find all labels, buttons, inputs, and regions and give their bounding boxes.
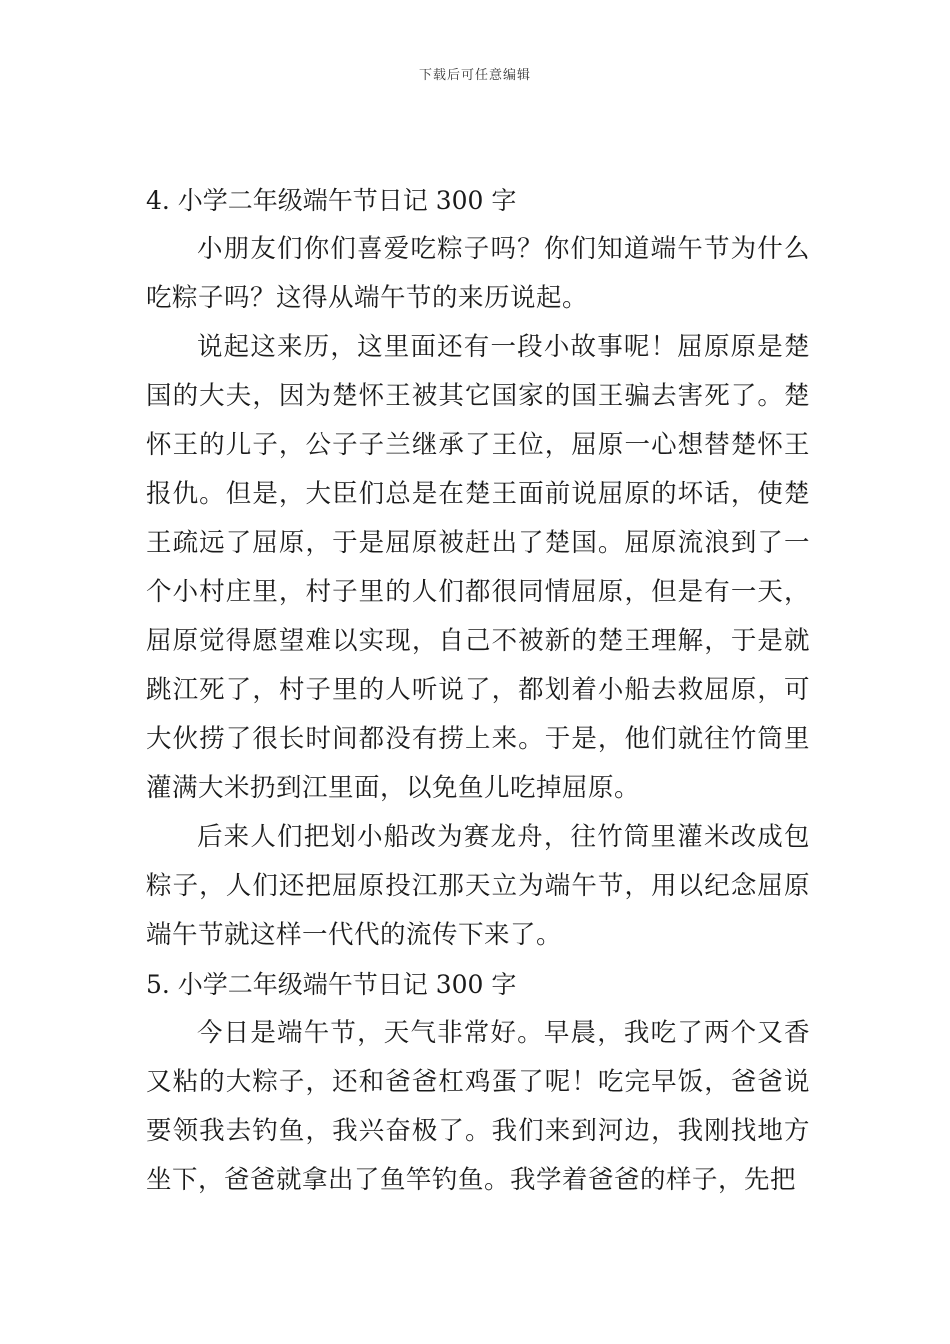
page-header: 下载后可任意编辑 xyxy=(418,68,531,83)
section-title: 4. 小学二年级端午节日记 300 字 xyxy=(146,186,517,215)
paragraph: 后来人们把划小船改为赛龙舟，往竹筒里灌米改成包粽子，人们还把屈原投江那天立为端午节，用以纪念屈原端午节就这样一代代的流传下来了。 xyxy=(146,822,810,950)
paragraph: 小朋友们你们喜爱吃粽子吗？你们知道端午节为什么吃粽子吗？这得从端午节的来历说起。 xyxy=(146,234,810,313)
section-title: 5. 小学二年级端午节日记 300 字 xyxy=(146,970,517,999)
paragraph: 今日是端午节，天气非常好。早晨，我吃了两个又香又粘的大粽子，还和爸爸杠鸡蛋了呢！吃完早饭，爸爸说要领我去钓鱼，我兴奋极了。我们来到河边，我刚找地方坐下，爸爸就拿出了鱼竿钓鱼。我学着爸爸的样子，先把 xyxy=(146,1018,810,1195)
document-body xyxy=(146,176,810,1205)
paragraph: 说起这来历，这里面还有一段小故事呢！屈原原是楚国的大夫，因为楚怀王被其它国家的国王骗去害死了。楚怀王的儿子，公子子兰继承了王位，屈原一心想替楚怀王报仇。但是，大臣们总是在楚王面前说屈原的坏话，使楚王疏远了屈原，于是屈原被赶出了楚国。屈原流浪到了一个小村庄里，村子里的人们都很同情屈原，但是有一天，屈原觉得愿望难以实现，自己不被新的楚王理解，于是就跳江死了，村子里的人听说了，都划着小船去救屈原，可大伙捞了很长时间都没有捞上来。于是，他们就往竹筒里灌满大米扔到江里面，以免鱼儿吃掉屈原。 xyxy=(146,332,810,803)
